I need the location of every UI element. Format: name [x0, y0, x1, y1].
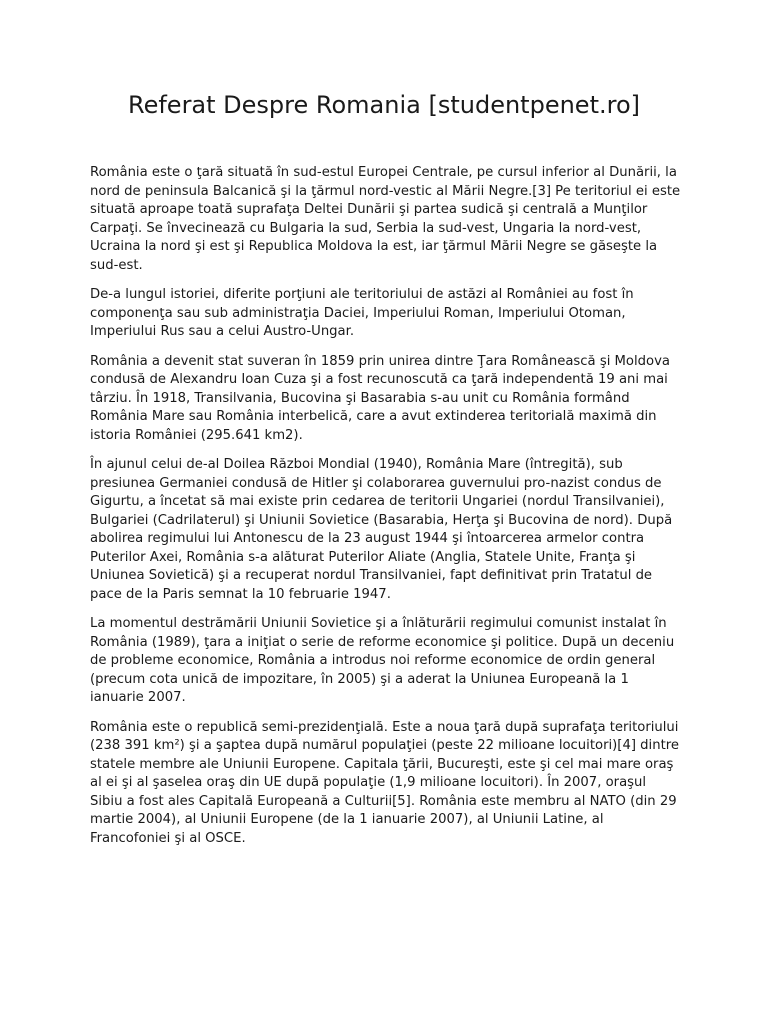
paragraph-history: De-a lungul istoriei, diferite porţiuni ale teritoriului de astăzi al României au fost în componenţa sau sub administraţia Daciei, Imperiului Roman, Imperiului Otoman, Imperiului Rus sau a celui Austro-Ungar. [90, 287, 634, 339]
document-title: Referat Despre Romania [studentpenet.ro] [127, 91, 640, 119]
paragraph-republic: România este o republică semi-prezidenţială. Este a noua ţară după suprafaţa teritoriului (238 391 km²) şi a şaptea după numărul populaţiei (peste 22 milioane locuitori)[4] dintre statele membre ale Uniunii Europene. Capitala ţării, Bucureşti, este şi cel mai mare oraş al ei şi al şaselea oraş din UE după populaţie (1,9 milioane locuitori). În 2007, oraşul Sibiu a fost ales Capitală Europeană a Culturii[5]. România este membru al NATO (din 29 martie 2004), al Uniunii Europene (de la 1 ianuarie 2007), al Uniunii Latine, al Francofoniei şi al OSCE. [90, 719, 679, 846]
paragraph-ww2: În ajunul celui de-al Doilea Război Mondial (1940), România Mare (întregită), sub presiunea Germaniei condusă de Hitler şi colaborarea guvernului pro-nazist condus de Gigurtu, a încetat să mai existe prin cedarea de teritorii Ungariei (nordul Transilvaniei), Bulgariei (Cadrilaterul) şi Uniunii Sovietice (Basarabia, Herţa şi Bucovina de nord). După abolirea regimului lui Antonescu de la 23 august 1944 şi întoarcerea armelor contra Puterilor Axei, România s-a alăturat Puterilor Aliate (Anglia, Statele Unite, Franţa şi Uniunea Sovietică) şi a recuperat nordul Transilvaniei, fapt definitivat prin Tratatul de pace de la Paris semnat la 10 februarie 1947. [90, 457, 673, 602]
paragraph-geography: România este o ţară situată în sud-estul Europei Centrale, pe cursul inferior al Dunării, la nord de peninsula Balcanică şi la ţărmul nord-vestic al Mării Negre.[3] Pe teritoriul ei este situată aproape toată suprafaţa Deltei Dunării şi partea sudică şi centrală a Munţilor Carpaţi. Se învecinează cu Bulgaria la sud, Serbia la sud-vest, Ungaria la nord-vest, Ucraina la nord şi est şi Republica Moldova la est, iar ţărmul Mării Negre se găseşte la sud-est. [90, 165, 681, 273]
paragraph-post-communism: La momentul destrămării Uniunii Sovietice şi a înlăturării regimului comunist instalat în România (1989), ţara a iniţiat o serie de reforme economice şi politice. După un deceniu de probleme economice, România a introdus noi reforme economice de ordin general (precum cota unică de impozitare, în 2005) şi a aderat la Uniunea Europeană la 1 ianuarie 2007. [90, 616, 675, 705]
document-body [90, 164, 682, 859]
paragraph-sovereignty: România a devenit stat suveran în 1859 prin unirea dintre Ţara Românească şi Moldova condusă de Alexandru Ioan Cuza şi a fost recunoscută ca ţară independentă 19 ani mai târziu. În 1918, Transilvania, Bucovina şi Basarabia s-au unit cu România formând România Mare sau România interbelică, care a avut extinderea teritorială maximă din istoria României (295.641 km2). [90, 353, 670, 443]
